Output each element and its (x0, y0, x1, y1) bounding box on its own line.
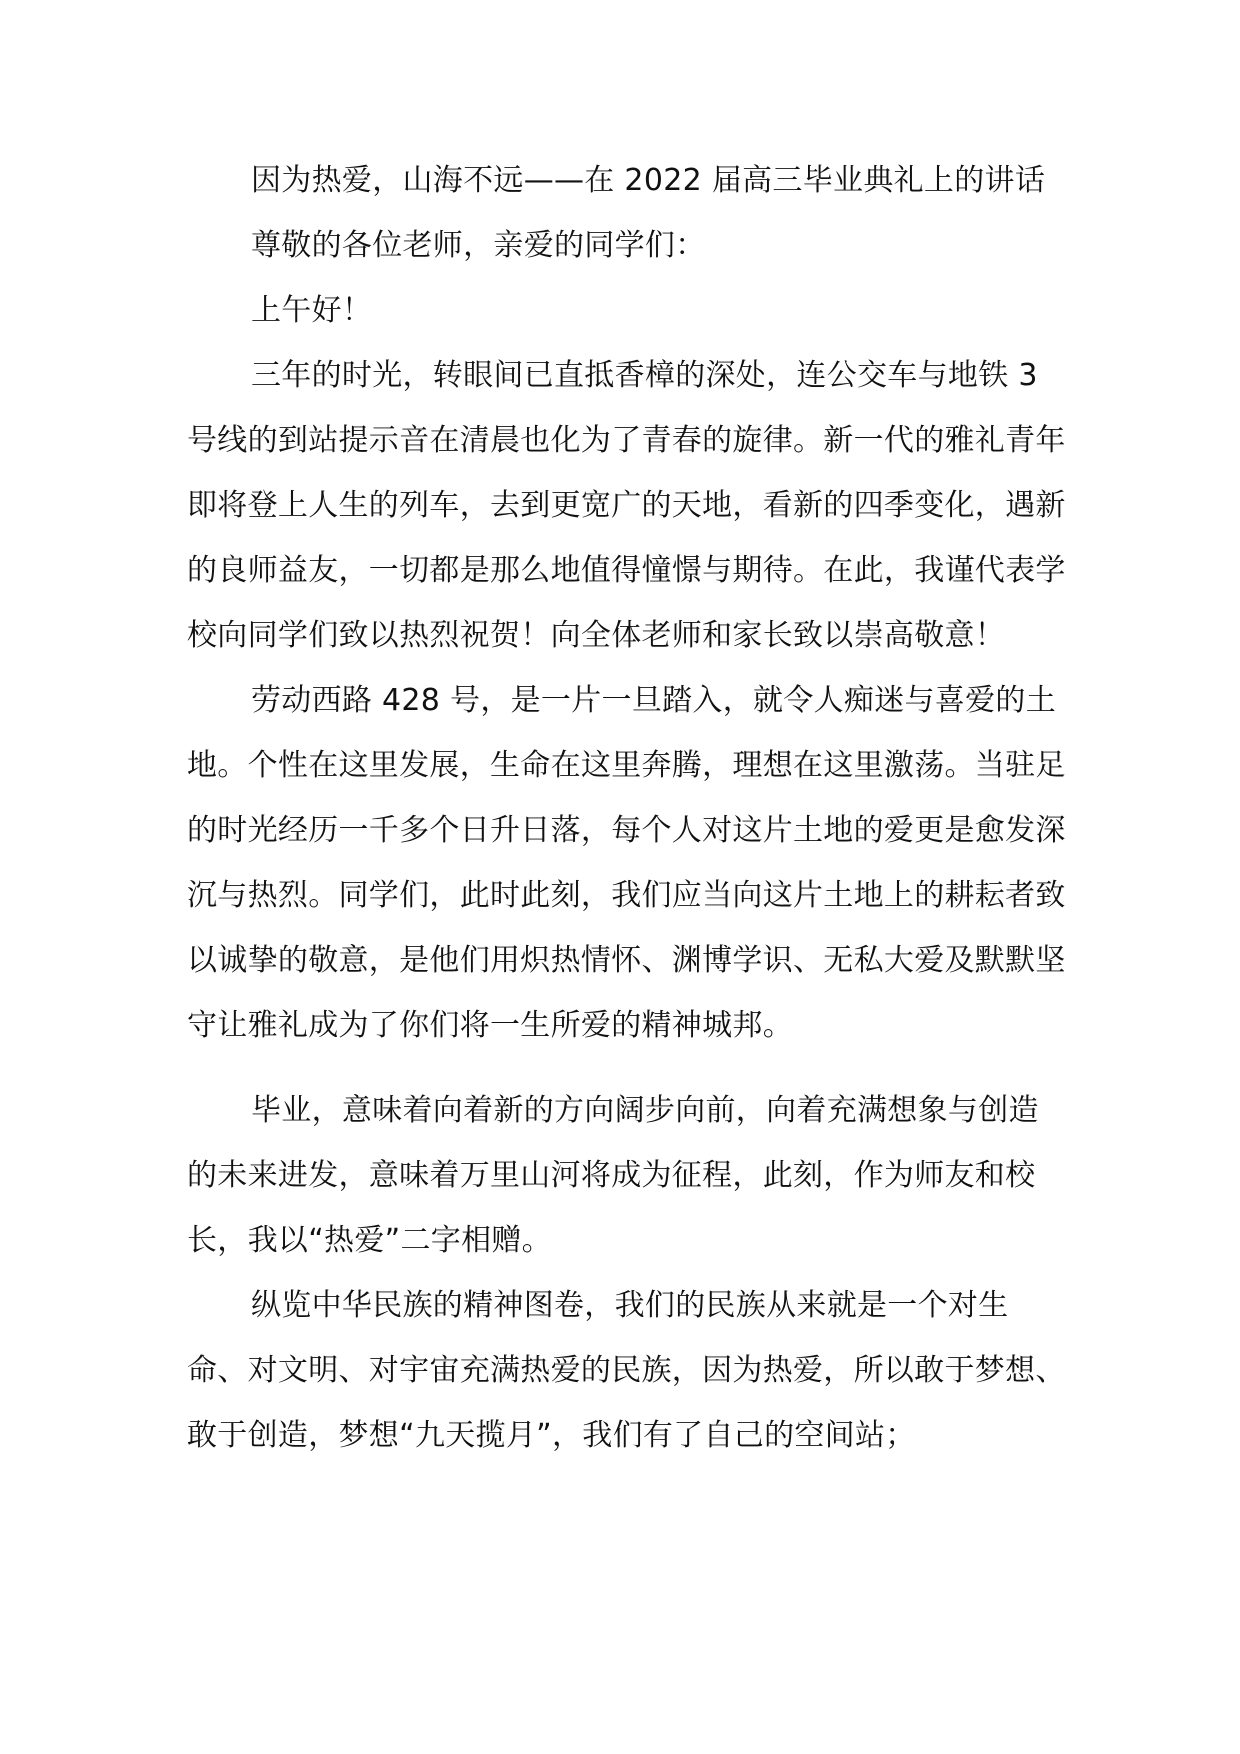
paragraph-3: 毕业，意味着向着新的方向阔步向前，向着充满想象与创造的未来进发，意味着万里山河将成为征程，此刻，作为师友和校长，我以“热爱”二字相赠。 (187, 1093, 1039, 1258)
speech-body (187, 148, 1067, 1468)
greeting: 上午好！ (251, 293, 373, 328)
salutation: 尊敬的各位老师，亲爱的同学们： (251, 228, 706, 263)
paragraph-1: 三年的时光，转眼间已直抵香樟的深处，连公交车与地铁 3 号线的到站提示音在清晨也化为了青春的旋律。新一代的雅礼青年即将登上人生的列车，去到更宽广的天地，看新的四季变化，遇新的良师益友，一切都是那么地值得憧憬与期待。在此，我谨代表学校向同学们致以热烈祝贺！向全体老师和家长致以崇高敬意！ (187, 358, 1066, 653)
paragraph-4: 纵览中华民族的精神图卷，我们的民族从来就是一个对生命、对文明、对宇宙充满热爱的民族，因为热爱，所以敢于梦想、敢于创造，梦想“九天揽月”，我们有了自己的空间站； (187, 1288, 1066, 1453)
speech-title: 因为热爱，山海不远——在 2022 届高三毕业典礼上的讲话 (251, 163, 1046, 198)
paragraph-2: 劳动西路 428 号，是一片一旦踏入，就令人痴迷与喜爱的土地。个性在这里发展，生命在这里奔腾，理想在这里激荡。当驻足的时光经历一千多个日升日落，每个人对这片土地的爱更是愈发深沉与热烈。同学们，此时此刻，我们应当向这片土地上的耕耘者致以诚挚的敬意，是他们用炽热情怀、渊博学识、无私大爱及默默坚守让雅礼成为了你们将一生所爱的精神城邦。 (187, 683, 1066, 1043)
